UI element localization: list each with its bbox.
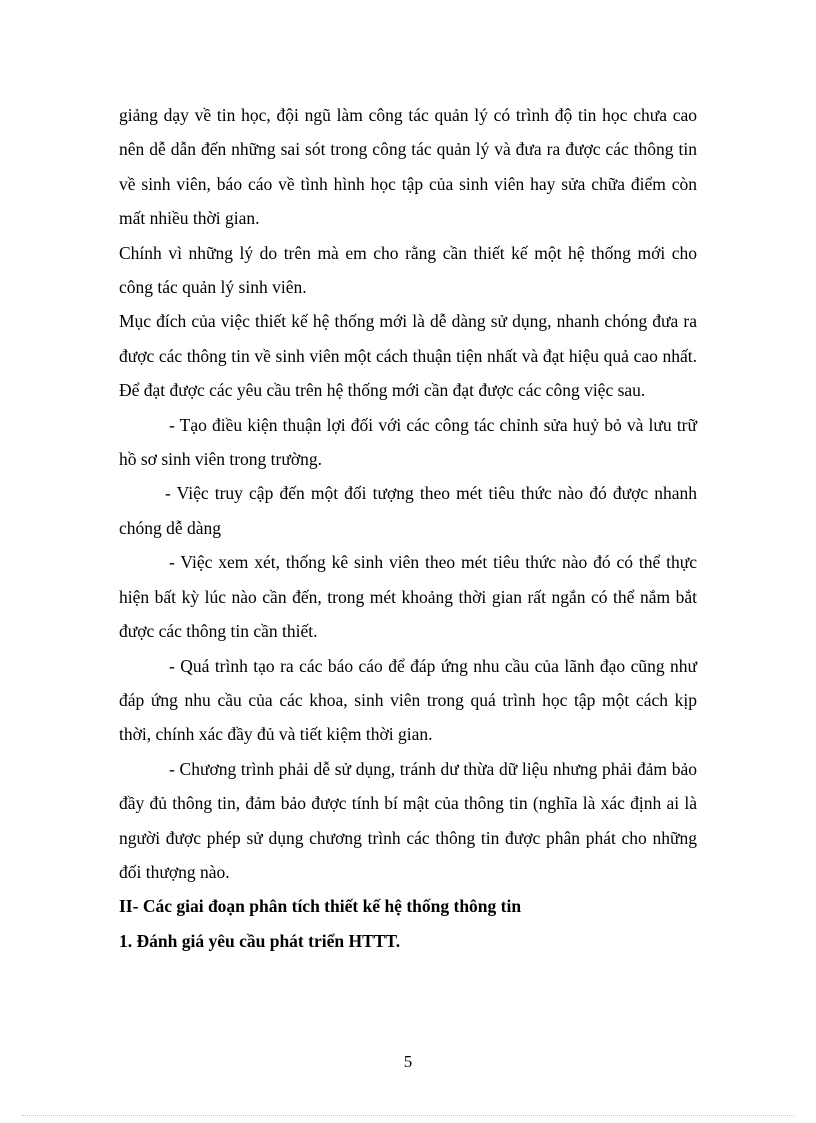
page-body: [119, 98, 697, 958]
section-heading: II- Các giai đoạn phân tích thiết kế hệ thống thông tin: [119, 896, 522, 917]
bullet-paragraph: - Việc xem xét, thống kê sinh viên theo mét tiêu thức nào đó có thể thực hiện bất kỳ lúc nào cần đến, trong mét khoảng thời gian rất ngắn có thể nắm bắt được các thông tin cần thiết.: [119, 552, 697, 642]
bullet-paragraph: - Việc truy cập đến một đối tượng theo mét tiêu thức nào đó được nhanh chóng dễ dàng: [119, 483, 697, 538]
subsection-heading: 1. Đánh giá yêu cầu phát triển HTTT.: [119, 930, 401, 951]
bullet-paragraph: - Chương trình phải dễ sử dụng, tránh dư thừa dữ liệu nhưng phải đảm bảo đầy đủ thông tin, đảm bảo được tính bí mật của thông tin (nghĩa là xác định ai là người được phép sử dụng chương trình các thông tin được phân phát cho những đối thượng nào.: [119, 758, 697, 882]
bullet-paragraph: - Tạo điều kiện thuận lợi đối với các công tác chỉnh sửa huỷ bỏ và lưu trữ hồ sơ sinh viên trong trường.: [119, 414, 697, 470]
body-paragraph: giảng dạy về tin học, đội ngũ làm công tác quản lý có trình độ tin học chưa cao nên dễ dẫn đến những sai sót trong công tác quản lý và đưa ra được các thông tin về sinh viên, báo cáo về tình hình học tập của sinh viên hay sửa chữa điểm còn mất nhiều thời gian.: [119, 105, 697, 229]
page-number: 5: [403, 1052, 413, 1071]
page-bottom-divider: [22, 1115, 794, 1116]
bullet-paragraph: - Quá trình tạo ra các báo cáo để đáp ứng nhu cầu của lãnh đạo cũng như đáp ứng nhu cầu của các khoa, sinh viên trong quá trình học tập một cách kịp thời, chính xác đầy đủ và tiết kiệm thời gian.: [119, 655, 697, 745]
body-paragraph: Mục đích của việc thiết kế hệ thống mới là dễ dàng sử dụng, nhanh chóng đưa ra được các thông tin về sinh viên một cách thuận tiện nhất và đạt hiệu quả cao nhất. Để đạt được các yêu cầu trên hệ thống mới cần đạt được các công việc sau.: [119, 311, 697, 401]
body-paragraph: Chính vì những lý do trên mà em cho rằng cần thiết kế một hệ thống mới cho công tác quản lý sinh viên.: [119, 242, 697, 298]
